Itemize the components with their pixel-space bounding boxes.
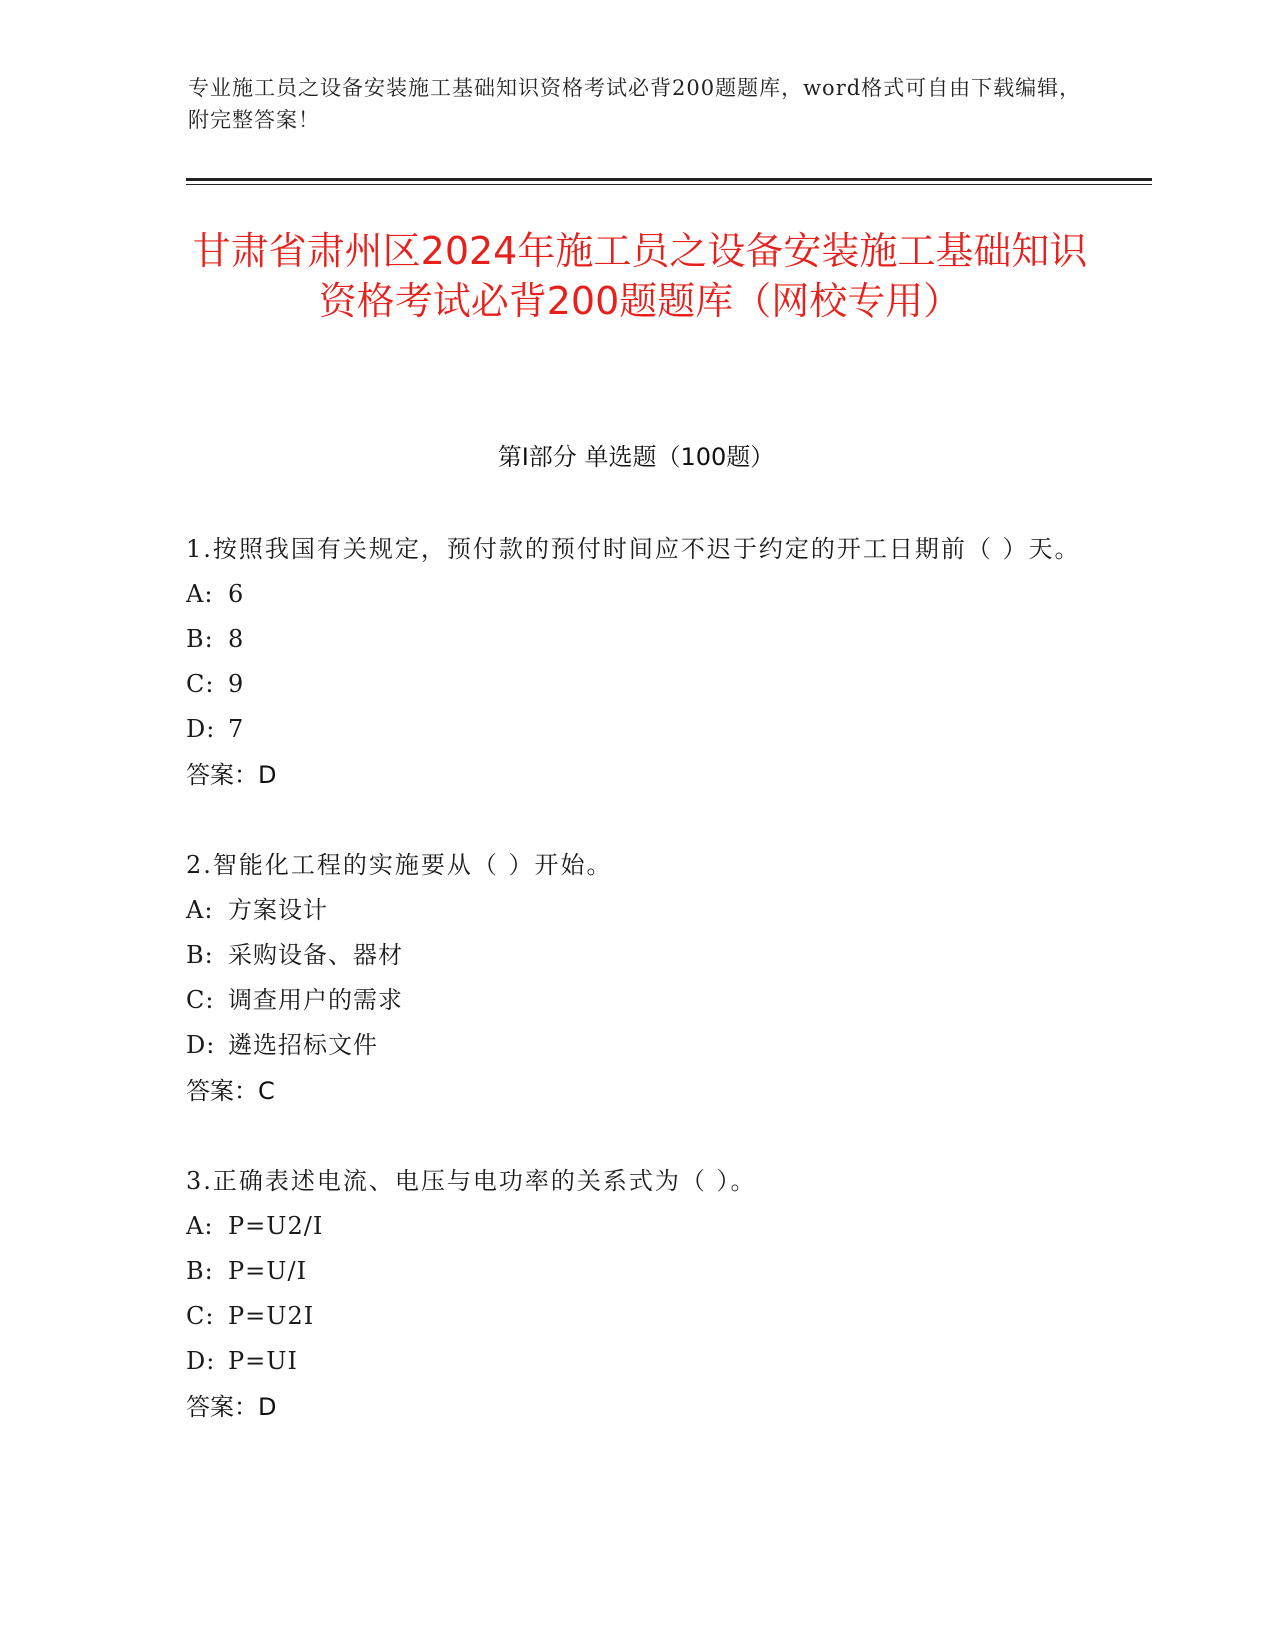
option-text: 采购设备、器材 (228, 941, 403, 969)
option-c (186, 1294, 1086, 1339)
option-text: 7 (228, 715, 245, 743)
option-text: P=U2/I (228, 1212, 324, 1240)
question-list (186, 526, 1086, 1474)
section-heading: 第I部分 单选题（100题） (497, 443, 775, 471)
option-d (186, 1339, 1086, 1384)
option-a (186, 888, 1086, 933)
document-title: 甘肃省肃州区2024年施工员之设备安装施工基础知识资格考试必背200题题库（网校专用） (192, 229, 1088, 323)
option-label: B: (186, 625, 214, 653)
option-b (186, 617, 1086, 662)
option-label: A: (186, 896, 214, 924)
option-text: 9 (228, 670, 245, 698)
question-stem: 3.正确表述电流、电压与电功率的关系式为（ ）。 (186, 1167, 757, 1195)
option-label: C: (186, 670, 215, 698)
option-text: P=U/I (228, 1257, 308, 1285)
option-a (186, 572, 1086, 617)
option-label: A: (186, 1212, 214, 1240)
option-text: P=U2I (228, 1302, 315, 1330)
question-stem: 2.智能化工程的实施要从（ ）开始。 (186, 851, 613, 879)
option-c (186, 978, 1086, 1023)
header-note: 专业施工员之设备安装施工基础知识资格考试必背200题题库，word格式可自由下载编辑，附完整答案！ (188, 76, 1082, 132)
header-divider-thin (186, 184, 1152, 185)
option-d (186, 707, 1086, 752)
answer: 答案：D (186, 1393, 277, 1421)
option-label: D: (186, 1031, 216, 1059)
question-stem: 1.按照我国有关规定，预付款的预付时间应不迟于约定的开工日期前（ ）天。 (186, 535, 1081, 563)
option-c (186, 662, 1086, 707)
option-text: 方案设计 (228, 896, 328, 924)
question-1 (186, 526, 1086, 798)
option-b (186, 933, 1086, 978)
option-a (186, 1204, 1086, 1249)
option-label: B: (186, 1257, 214, 1285)
option-b (186, 1249, 1086, 1294)
question-3 (186, 1158, 1086, 1430)
option-label: C: (186, 1302, 215, 1330)
answer: 答案：C (186, 1077, 275, 1105)
answer: 答案：D (186, 761, 277, 789)
option-label: D: (186, 715, 216, 743)
option-text: 调查用户的需求 (228, 986, 403, 1014)
option-text: 遴选招标文件 (228, 1031, 378, 1059)
option-text: 8 (228, 625, 245, 653)
option-text: 6 (228, 580, 245, 608)
option-text: P=UI (228, 1347, 298, 1375)
option-label: A: (186, 580, 214, 608)
option-label: D: (186, 1347, 216, 1375)
option-d (186, 1023, 1086, 1068)
option-label: B: (186, 941, 214, 969)
header-divider-thick (186, 178, 1152, 181)
question-2 (186, 842, 1086, 1114)
option-label: C: (186, 986, 215, 1014)
